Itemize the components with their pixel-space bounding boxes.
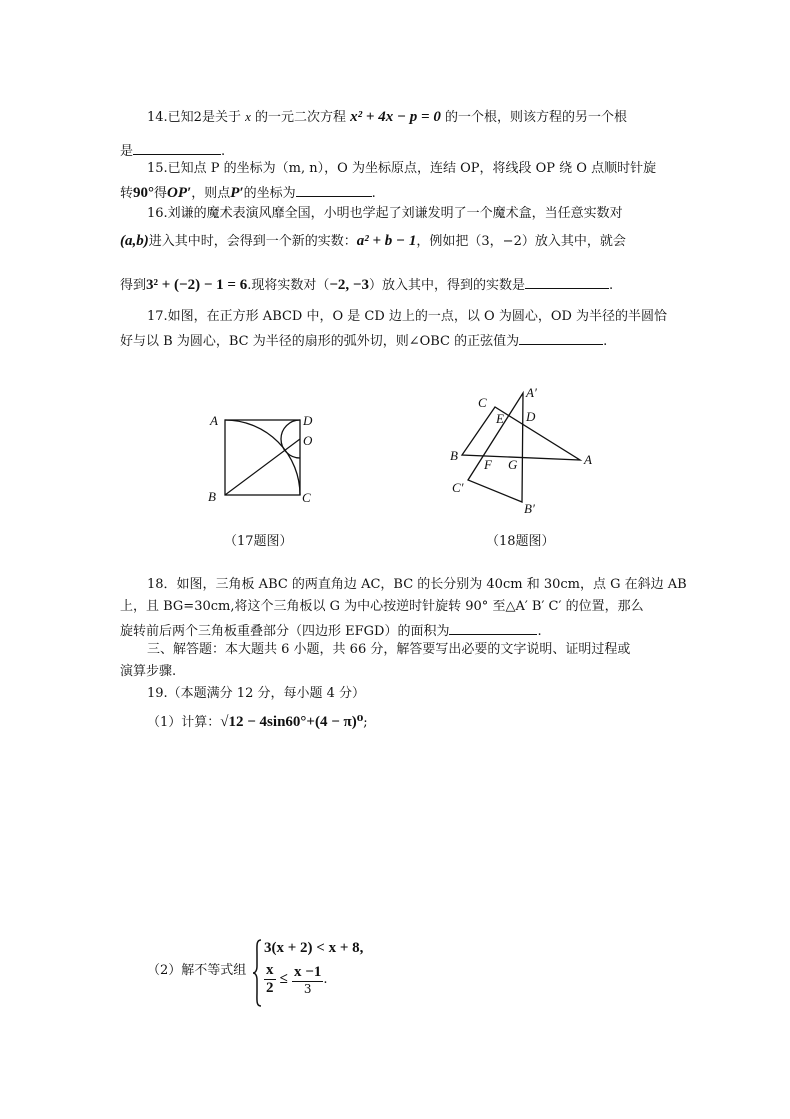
q14-equation: x² + 4x − p = 0 [350, 109, 441, 125]
left-brace [252, 938, 262, 1008]
section3-line1: 三、解答题：本大题共 6 小题，共 66 分，解答要写出必要的文字说明、证明过程或 [147, 642, 631, 657]
label-c-prime: C′ [452, 480, 464, 495]
inequality-1: 3(x + 2) < x + 8, [264, 940, 364, 956]
q19-part1-expr: √12 − 4sin60°+(4 − π)⁰ [220, 714, 364, 730]
q15-line2: 转90°得OP′，则点P′的坐标为 . [120, 182, 376, 203]
semicircle-od [281, 420, 300, 458]
fig17-caption: （17题图） [224, 534, 293, 549]
section3-line2: 演算步骤. [120, 664, 177, 679]
label-a: A [584, 452, 592, 467]
label-o: O [303, 433, 313, 448]
sector-arc-bc [225, 420, 300, 495]
inequality-system [252, 938, 382, 1008]
q17-line2: 好与以 B 为圆心，BC 为半径的扇形的弧外切，则∠OBC 的正弦值为 . [120, 330, 607, 351]
figure-18 [440, 380, 610, 520]
q18-line1: 18．如图，三角板 ABC 的两直角边 AC，BC 的长分别为 40cm 和 30cm，点 G 在斜边 AB [147, 577, 687, 592]
triangle-abc [462, 407, 580, 460]
q18-line3: 旋转前后两个三角板重叠部分（四边形 EFGD）的面积为 . [120, 620, 542, 641]
label-b: B [450, 448, 458, 463]
label-f: F [484, 457, 492, 472]
label-e: E [496, 411, 504, 426]
q15-line1: 15.已知点 P 的坐标为（m, n），O 为坐标原点，连结 OP，将线段 OP 绕 O 点顺时针旋 [147, 161, 657, 176]
q16-line1: 16.刘谦的魔术表演风靡全国，小明也学起了刘谦发明了一个魔术盒，当任意实数对 [147, 206, 623, 221]
label-a-prime: A′ [526, 385, 537, 400]
triangle-a-prime-b-prime-c-prime [468, 393, 523, 502]
q18-line2: 上，且 BG=30cm,将这个三角板以 G 为中心按逆时针旋转 90° 至△A′ B′ C′ 的位置，那么 [120, 599, 644, 614]
label-g: G [508, 457, 518, 472]
q17-line1: 17.如图，在正方形 ABCD 中，O 是 CD 边上的一点，以 O 为圆心，OD 为半径的半圆恰 [147, 309, 668, 324]
label-a: A [210, 413, 218, 428]
label-b-prime: B′ [524, 501, 535, 516]
q14-line2: 是 . [120, 140, 225, 161]
label-c: C [478, 395, 487, 410]
label-b: B [208, 489, 216, 504]
q16-line3: 得到3² + (−2) − 1 = 6.现将实数对（−2, −3）放入其中，得到的实数是 . [120, 274, 613, 295]
square-abcd [225, 420, 300, 495]
q17-answer-blank[interactable] [519, 330, 603, 345]
q16-line2: (a,b)进入其中时，会得到一个新的实数：a² + b − 1，例如把（3，−2）放入其中，就会 [120, 233, 626, 249]
q14-answer-blank[interactable] [133, 140, 221, 155]
q19-part2-label: （2）解不等式组 [147, 963, 247, 978]
q18-answer-blank[interactable] [449, 620, 537, 635]
inequality-2: $\frac{x}{2}$ ≤ $\frac{x -1}{3}$ . [266, 962, 328, 996]
label-d: D [303, 413, 313, 428]
fraction-x-over-2: $\frac{x}{2}$ [266, 962, 274, 996]
segment-bo [225, 439, 300, 495]
fig18-caption: （18题图） [486, 534, 555, 549]
label-d: D [526, 409, 536, 424]
q15-answer-blank[interactable] [296, 182, 372, 197]
q16-answer-blank[interactable] [525, 274, 609, 289]
q19-part1: （1）计算：√12 − 4sin60°+(4 − π)⁰; [147, 714, 368, 730]
q14-line1: 14.已知2是关于 x 的一元二次方程 x² + 4x − p = 0 的一个根，则该方程的另一个根 [147, 109, 628, 125]
fraction-x-minus-1-over-3: $\frac{x -1}{3}$ [294, 963, 322, 996]
figure-17 [200, 405, 330, 510]
q19-header: 19.（本题满分 12 分，每小题 4 分） [147, 686, 366, 701]
label-c: C [302, 490, 311, 505]
